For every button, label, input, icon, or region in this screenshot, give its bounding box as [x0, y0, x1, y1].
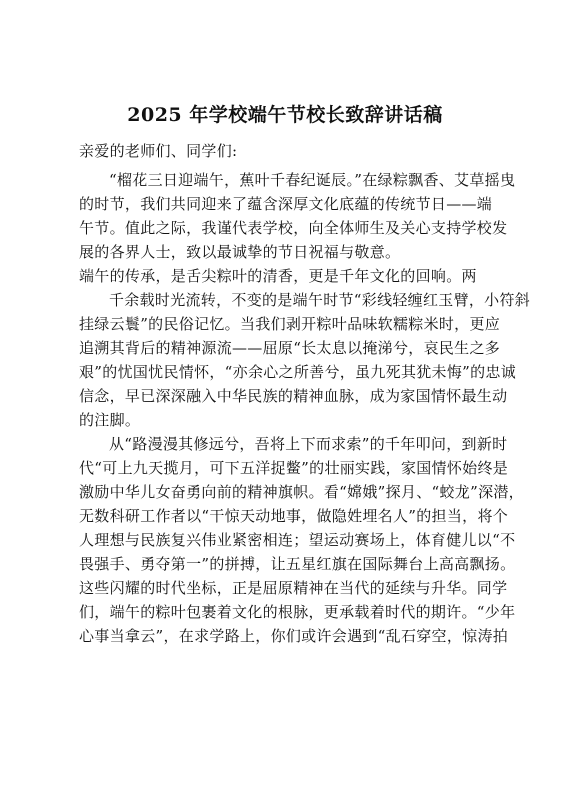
paragraph-2-line-5: 信念，早已深深融入中华民族的精神血脉，成为家国情怀最生动 — [79, 387, 508, 405]
paragraph-3-line-1: 从“路漫漫其修远兮，吾将上下而求索”的千年叩问，到新时 — [109, 435, 508, 453]
paragraph-3-line-3: 激励中华儿女奋勇向前的精神旗帜。看“嫦娥”探月、“蛟龙”深潜， — [79, 483, 524, 501]
paragraph-1-line-1: “榴花三日迎端午，蕉叶千春纪诞辰。”在绿粽飘香、艾草摇曳 — [109, 171, 516, 189]
paragraph-3-line-6: 畏强手、勇夺第一”的拼搏，让五星红旗在国际舞台上高高飘扬。 — [79, 555, 516, 573]
document-title: 2025 年学校端午节校长致辞讲话稿 — [127, 104, 443, 126]
paragraph-2-line-3: 追溯其背后的精神源流——屈原“长太息以掩涕兮，哀民生之多 — [79, 339, 501, 357]
paragraph-3-line-9: 心事当拿云”，在求学路上，你们或许会遇到“乱石穿空，惊涛拍 — [79, 627, 509, 645]
paragraph-2-line-2: 挂绿云鬟”的民俗记忆。当我们剥开粽叶品味软糯粽米时，更应 — [79, 315, 501, 333]
paragraph-1-line-2: 的时节，我们共同迎来了蕴含深厚文化底蕴的传统节日——端 — [79, 195, 493, 213]
paragraph-2-line-1: 千余载时光流转，不变的是端午时节“彩线轻缠红玉臂，小符斜 — [109, 291, 531, 309]
paragraph-1-line-3: 午节。值此之际，我谨代表学校，向全体师生及关心支持学校发 — [79, 219, 508, 237]
paragraph-1-line-5: 端午的传承，是舌尖粽叶的清香，更是千年文化的回响。两 — [79, 267, 477, 285]
paragraph-3-line-4: 无数科研工作者以“干惊天动地事，做隐姓埋名人”的担当，将个 — [79, 507, 509, 525]
paragraph-2-line-4: 艰”的忧国忧民情怀，“亦余心之所善兮，虽九死其犹未悔”的忠诚 — [79, 363, 517, 381]
paragraph-3-line-8: 们，端午的粽叶包裹着文化的根脉，更承载着时代的期许。“少年 — [79, 603, 516, 621]
paragraph-3-line-2: 代“可上九天揽月，可下五洋捉鳖”的壮丽实践，家国情怀始终是 — [79, 459, 509, 477]
paragraph-3-line-5: 人理想与民族复兴伟业紧密相连；望运动赛场上，体育健儿以“不 — [79, 531, 516, 549]
paragraph-3-line-7: 这些闪耀的时代坐标，正是屈原精神在当代的延续与升华。同学 — [79, 579, 508, 597]
salutation: 亲爱的老师们、同学们: — [79, 142, 238, 160]
paragraph-2-line-6: 的注脚。 — [79, 411, 141, 429]
paragraph-1-line-4: 展的各界人士，致以最诚挚的节日祝福与敬意。 — [79, 243, 401, 261]
